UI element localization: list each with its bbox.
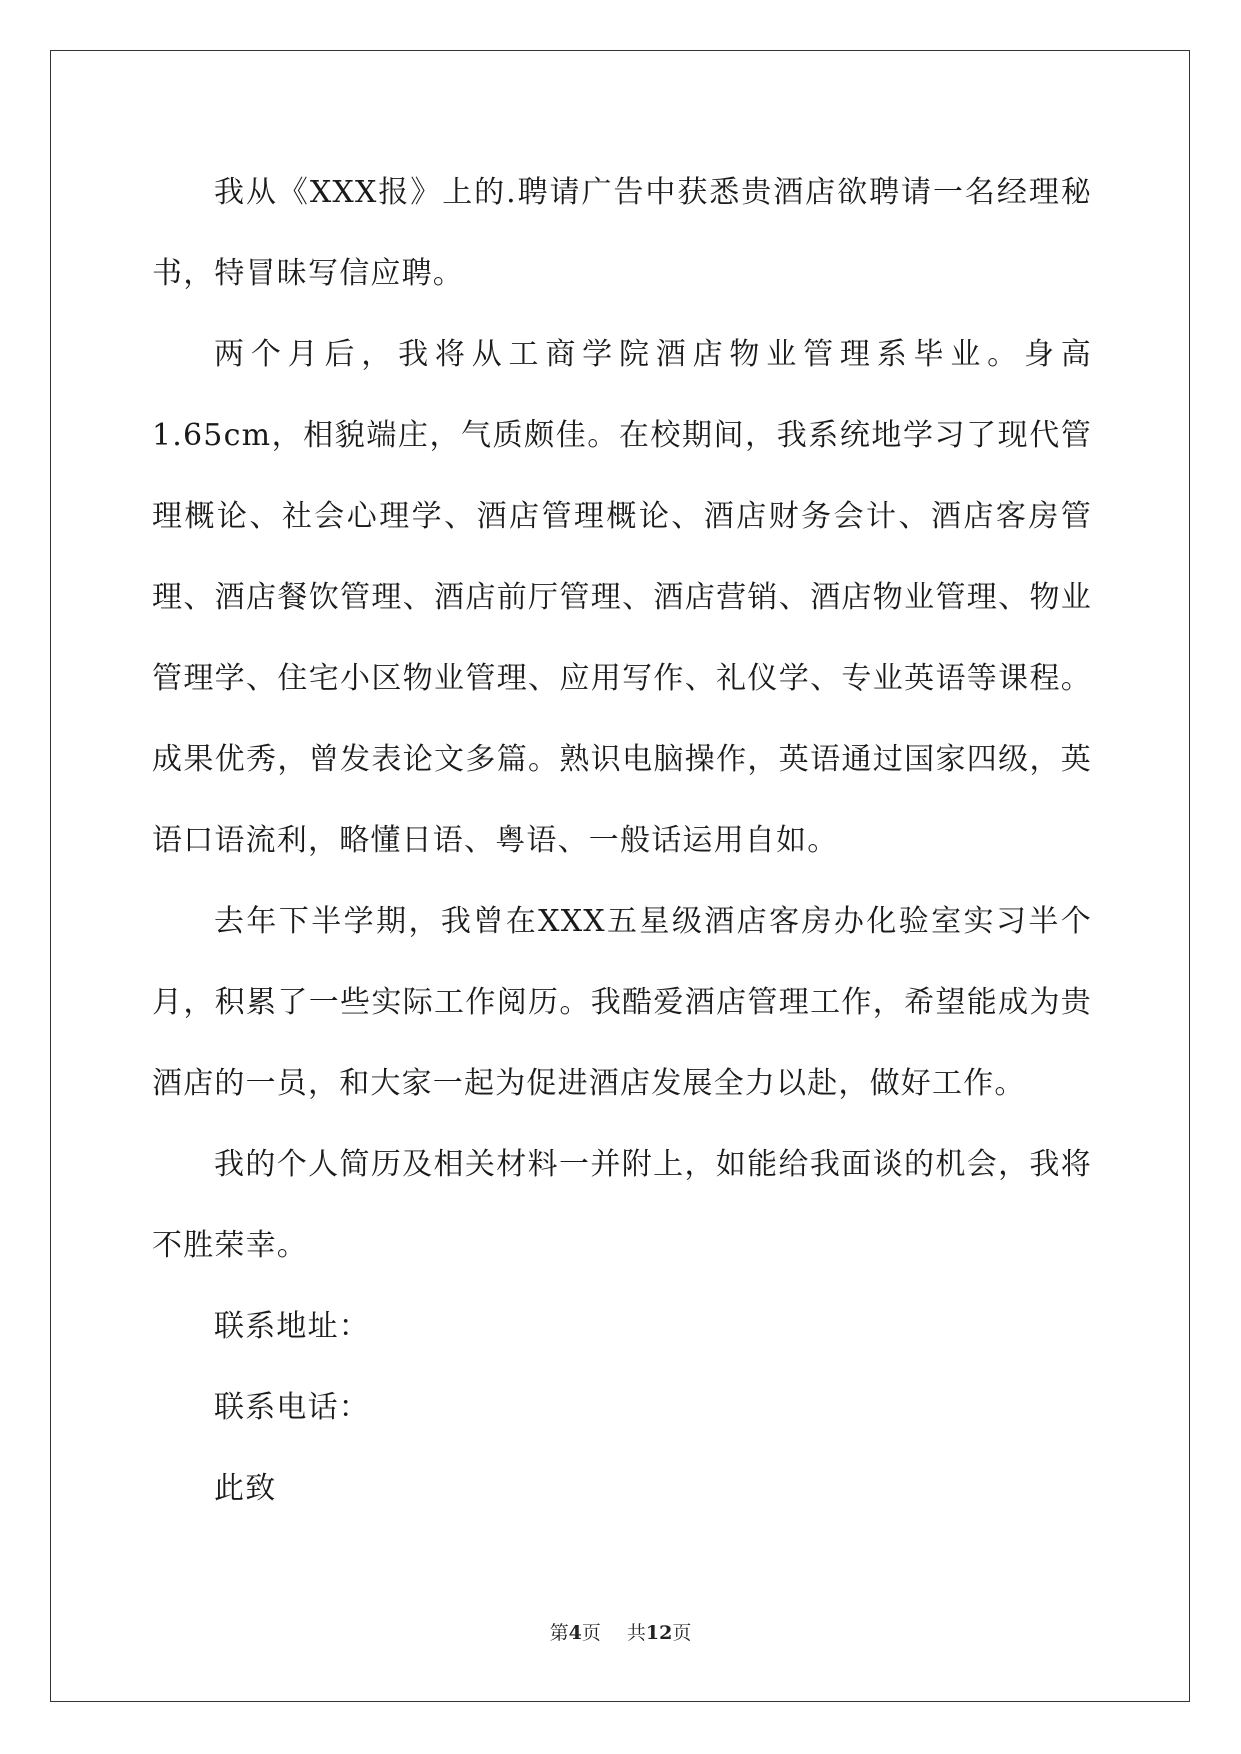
total-pages: 12 xyxy=(645,1622,673,1644)
total-prefix: 共 xyxy=(626,1622,646,1644)
page-suffix: 页 xyxy=(581,1622,601,1644)
letter-body xyxy=(152,152,1092,1529)
page-prefix: 第 xyxy=(549,1622,569,1644)
paragraph-attachment: 我的个人简历及相关材料一并附上，如能给我面谈的机会，我将不胜荣幸。 xyxy=(152,1147,1092,1263)
page-footer xyxy=(0,1618,1241,1645)
paragraph-internship: 去年下半学期，我曾在XXX五星级酒店客房办化验室实习半个月，积累了一些实际工作阅历。我酷爱酒店管理工作，希望能成为贵酒店的一员，和大家一起为促进酒店发展全力以赴，做好工作。 xyxy=(152,904,1092,1101)
total-suffix: 页 xyxy=(672,1622,692,1644)
paragraph-intro: 我从《XXX报》上的.聘请广告中获悉贵酒店欲聘请一名经理秘书，特冒昧写信应聘。 xyxy=(152,175,1092,291)
contact-phone-label: 联系电话： xyxy=(214,1390,370,1425)
contact-address-label: 联系地址： xyxy=(214,1309,370,1344)
closing-salutation: 此致 xyxy=(214,1471,277,1506)
paragraph-education: 两个月后，我将从工商学院酒店物业管理系毕业。身高1.65cm，相貌端庄，气质颇佳。在校期间，我系统地学习了现代管理概论、社会心理学、酒店管理概论、酒店财务会计、酒店客房管理、酒店餐饮管理、酒店前厅管理、酒店营销、酒店物业管理、物业管理学、住宅小区物业管理、应用写作、礼仪学、专业英语等课程。成果优秀，曾发表论文多篇。熟识电脑操作，英语通过国家四级，英语口语流利，略懂日语、粤语、一般话运用自如。 xyxy=(152,337,1092,858)
page-number: 4 xyxy=(568,1622,582,1644)
